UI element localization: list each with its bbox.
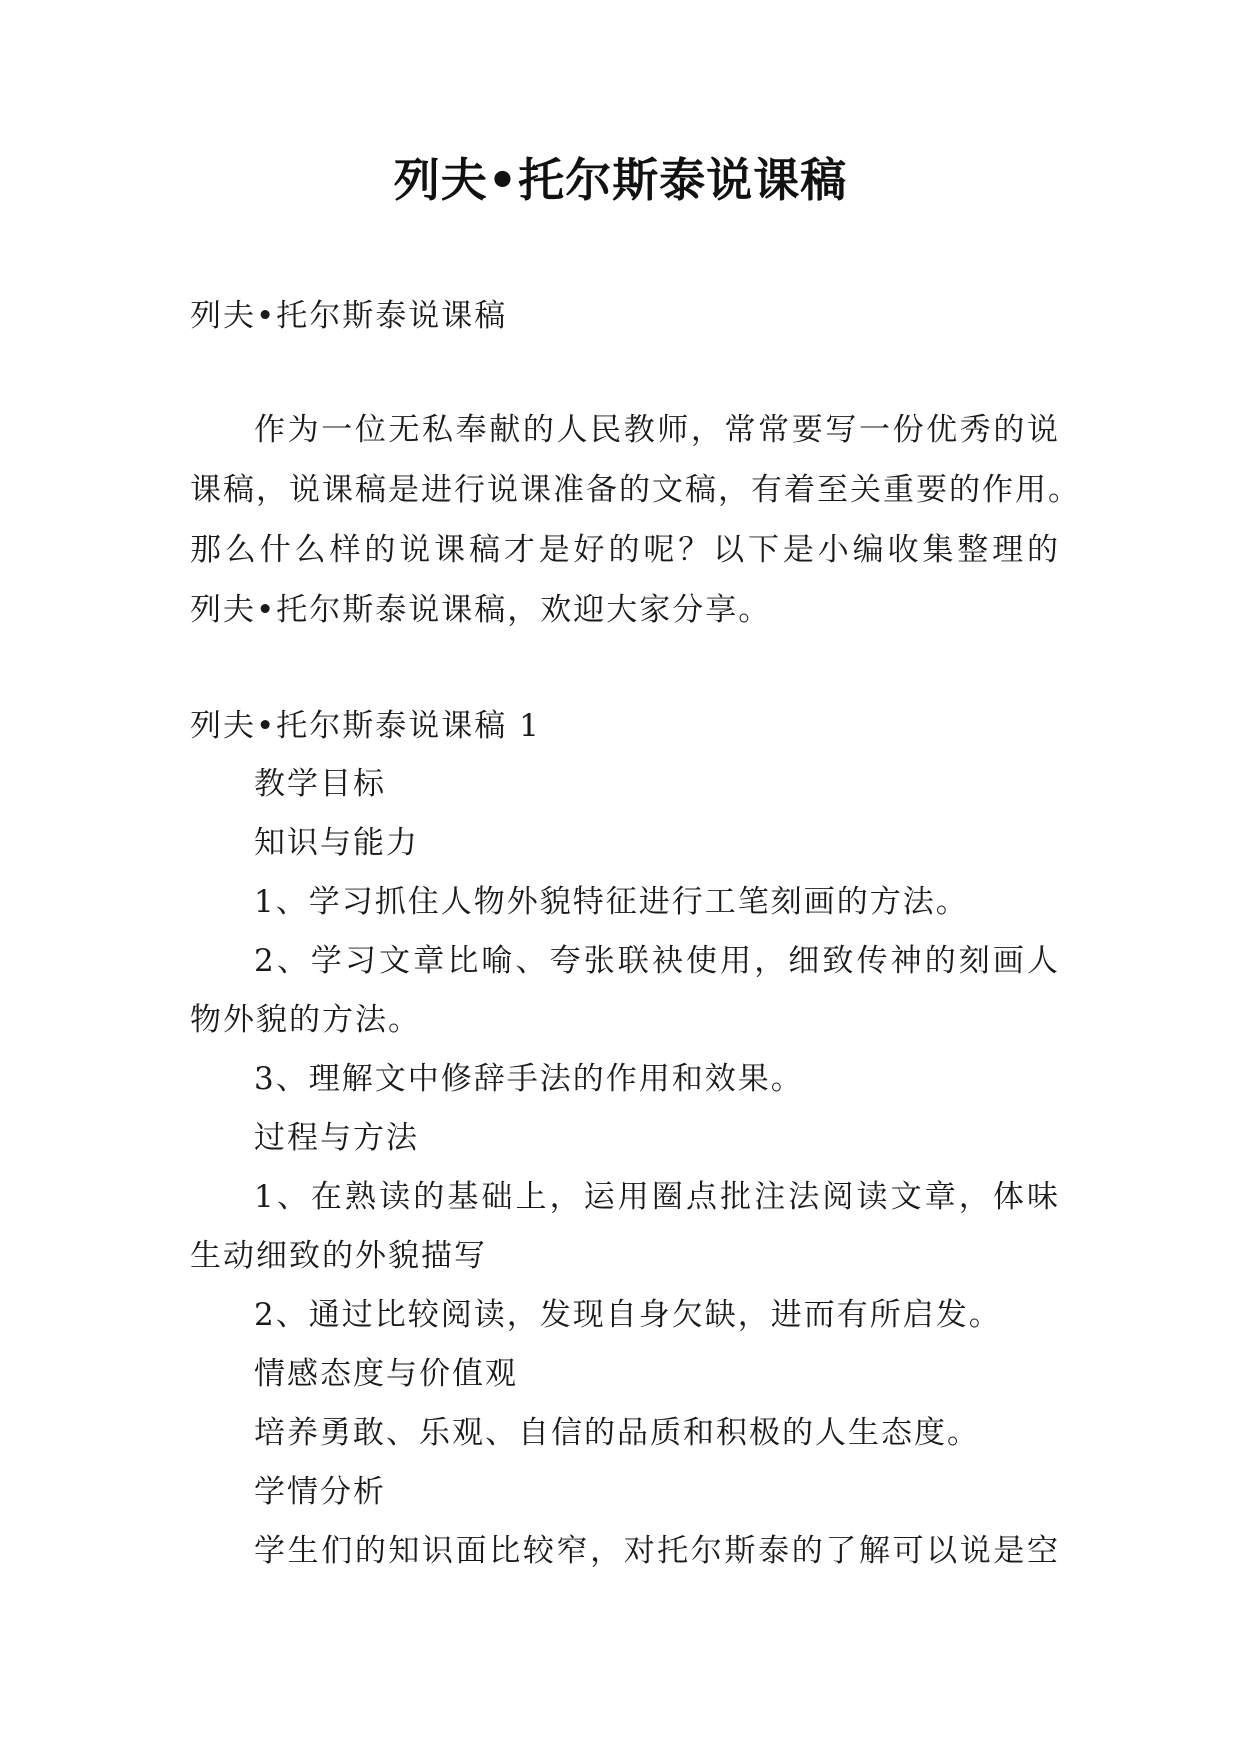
heading-process-method: 过程与方法 — [254, 1120, 419, 1156]
paragraph: 生动细致的外貌描写 — [190, 1238, 487, 1274]
intro-line: 那么什么样的说课稿才是好的呢？以下是小编收集整理的 — [190, 532, 1060, 568]
intro-line: 列夫•托尔斯泰说课稿，欢迎大家分享。 — [190, 592, 772, 628]
paragraph: 1、学习抓住人物外貌特征进行工笔刻画的方法。 — [254, 884, 969, 920]
paragraph: 培养勇敢、乐观、自信的品质和积极的人生态度。 — [254, 1415, 980, 1451]
section-heading: 列夫•托尔斯泰说课稿 1 — [190, 708, 541, 744]
document-subtitle: 列夫•托尔斯泰说课稿 — [190, 298, 508, 334]
intro-line: 作为一位无私奉献的人民教师，常常要写一份优秀的说 — [254, 412, 1060, 448]
heading-emotion-values: 情感态度与价值观 — [254, 1356, 518, 1392]
document-title: 列夫•托尔斯泰说课稿 — [393, 153, 848, 207]
paragraph: 学生们的知识面比较窄，对托尔斯泰的了解可以说是空 — [254, 1533, 1060, 1569]
heading-learner-analysis: 学情分析 — [254, 1474, 386, 1510]
paragraph: 2、通过比较阅读，发现自身欠缺，进而有所启发。 — [254, 1297, 1002, 1333]
intro-line: 课稿，说课稿是进行说课准备的文稿，有着至关重要的作用。 — [190, 472, 1081, 508]
heading-teaching-goals: 教学目标 — [254, 766, 386, 802]
paragraph: 物外貌的方法。 — [190, 1002, 421, 1038]
paragraph: 3、理解文中修辞手法的作用和效果。 — [254, 1061, 804, 1097]
heading-knowledge-ability: 知识与能力 — [254, 825, 419, 861]
paragraph: 1、在熟读的基础上，运用圈点批注法阅读文章，体味 — [254, 1179, 1060, 1215]
paragraph: 2、学习文章比喻、夸张联袂使用，细致传神的刻画人 — [254, 943, 1060, 979]
